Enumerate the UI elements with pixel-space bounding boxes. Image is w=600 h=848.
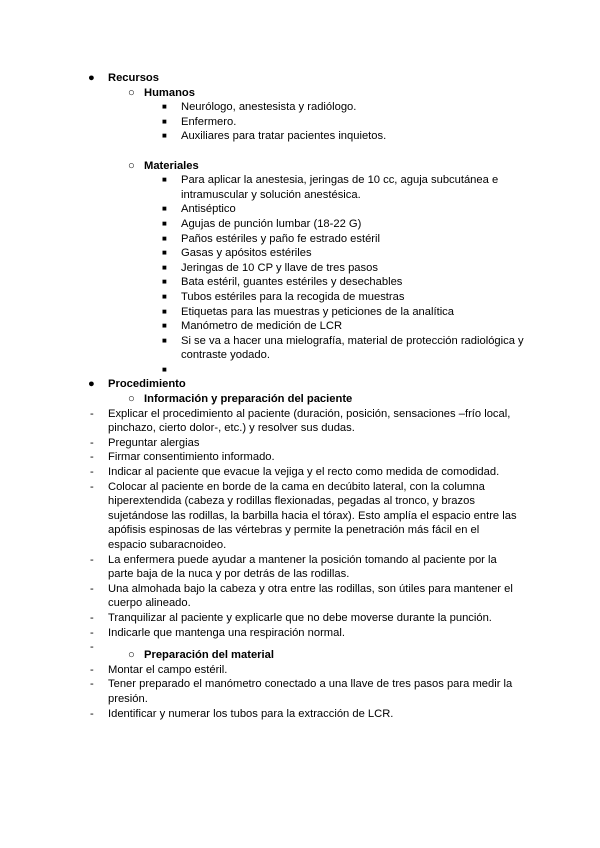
list-item: ■ Para aplicar la anestesia, jeringas de 10 cc, aguja subcutánea e intramuscular y solución anestésica. (162, 174, 499, 201)
dash-item: - La enfermera puede ayudar a mantener la posición tomando al paciente por la parte baja de la nuca y por detrás de las rodillas. (90, 553, 497, 581)
section-procedimiento (0, 377, 600, 392)
list-item: ■ Bata estéril, guantes estériles y desechables (162, 276, 403, 289)
bullet-circle: ○ (128, 86, 135, 99)
dash-item: - Firmar consentimiento informado. (90, 451, 275, 464)
subsection-humanos (0, 86, 600, 101)
dash-item: - Explicar el procedimiento al paciente (duración, posición, sensaciones –frío local, pinchazo, cierto dolor-, etc.) y resolver sus dudas. (90, 407, 511, 435)
list-item: ■ Neurólogo, anestesista y radiólogo. (162, 101, 357, 114)
list-item: ■ Manómetro de medición de LCR (162, 320, 343, 333)
bullet-circle: ○ (128, 649, 135, 662)
bullet-dash: - (90, 663, 94, 676)
bullet-dash: - (90, 678, 94, 691)
bullet-square: ■ (162, 262, 167, 272)
dash-item: - Preguntar alergias (90, 436, 200, 449)
list-item: ■ Si se va a hacer una mielografía, material de protección radiológica y contraste yodado. (162, 334, 524, 362)
subsection-heading: Humanos (144, 86, 195, 99)
list-item: ■ Agujas de punción lumbar (18-22 G) (162, 217, 362, 230)
document-content (0, 71, 600, 721)
list-item: ■ Jeringas de 10 CP y llave de tres pasos (162, 261, 378, 274)
bullet-dash: - (90, 626, 94, 639)
section-heading: Recursos (108, 72, 159, 84)
bullet-square: ■ (162, 277, 167, 287)
subsection-heading: Información y preparación del paciente (144, 393, 353, 406)
bullet-square: ■ (162, 321, 167, 331)
bullet-square: ■ (162, 102, 167, 112)
bullet-square: ■ (162, 116, 167, 126)
list-item: ■ Gasas y apósitos estériles (162, 247, 312, 260)
bullet-square: ■ (162, 204, 167, 214)
dash-item: - Montar el campo estéril. (90, 663, 228, 676)
bullet-dash: - (90, 641, 94, 654)
list-item: ■ Antiséptico (162, 203, 236, 216)
bullet-circle: ○ (128, 159, 135, 172)
list-item: ■ Enfermero. (162, 115, 237, 128)
dash-item: - Colocar al paciente en borde de la cama en decúbito lateral, con la columna hiperextendida (cabeza y rodillas flexionadas, pegadas al tronco, y brazos sujetándose las rodillas, la barbilla hacia el tórax). Esto amplía el espacio entre las apófisis espinosas de las vértebras y permite la penetración más fácil en el espacio subaracnoideo. (90, 480, 517, 551)
bullet-circle: ○ (128, 393, 135, 406)
bullet-dash: - (90, 466, 94, 479)
subsection-materiales (0, 159, 600, 174)
dash-item: - Indicar al paciente que evacue la vejiga y el recto como medida de comodidad. (90, 466, 500, 479)
bullet-square: ■ (162, 248, 167, 258)
bullet-dash: - (90, 407, 94, 420)
bullet-dash: - (90, 451, 94, 464)
bullet-square: ■ (162, 233, 167, 243)
bullet-square: ■ (162, 218, 167, 228)
bullet-square: ■ (162, 131, 167, 141)
dash-item: - Una almohada bajo la cabeza y otra entre las rodillas, son útiles para mantener el cuerpo alineado. (90, 582, 513, 610)
dash-item: - Tener preparado el manómetro conectado a una llave de tres pasos para medir la presión. (90, 678, 513, 705)
dash-item: - Identificar y numerar los tubos para la extracción de LCR. (90, 707, 394, 720)
bullet-dash: - (90, 436, 94, 449)
bullet-dot: ● (88, 72, 95, 84)
subsection-heading: Preparación del material (144, 649, 274, 662)
subsection-heading: Materiales (144, 159, 199, 172)
subsection-informacion (0, 392, 600, 407)
bullet-dot: ● (88, 378, 95, 391)
bullet-square: ■ (162, 364, 167, 374)
bullet-square: ■ (162, 291, 167, 301)
section-heading: Procedimiento (108, 378, 186, 391)
list-item: ■ Auxiliares para tratar pacientes inquietos. (162, 130, 387, 143)
dash-item: - Indicarle que mantenga una respiración normal. (90, 626, 345, 639)
bullet-square: ■ (162, 306, 167, 316)
section-recursos (0, 71, 600, 86)
bullet-dash: - (90, 553, 94, 566)
bullet-dash: - (90, 707, 94, 720)
bullet-square: ■ (162, 335, 167, 345)
list-item: ■ Tubos estériles para la recogida de muestras (162, 290, 405, 303)
subsection-preparacion-material (0, 648, 600, 663)
bullet-dash: - (90, 611, 94, 624)
list-item: ■ Etiquetas para las muestras y peticiones de la analítica (162, 305, 455, 318)
bullet-dash: - (90, 480, 94, 493)
dash-item: - Tranquilizar al paciente y explicarle que no debe moverse durante la punción. (90, 611, 492, 624)
list-item: ■ Paños estériles y paño fe estrado estéril (162, 232, 380, 245)
bullet-dash: - (90, 582, 94, 595)
bullet-square: ■ (162, 175, 167, 185)
